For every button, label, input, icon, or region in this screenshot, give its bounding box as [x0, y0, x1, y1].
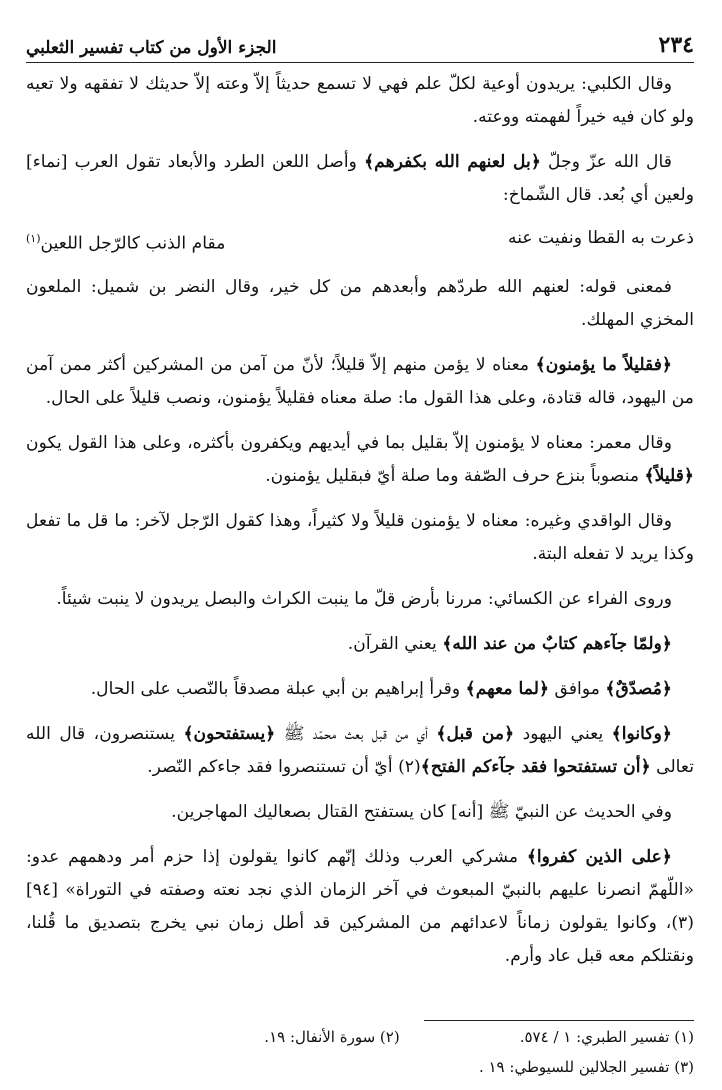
quran-quote: ﴿وكانوا﴾: [611, 723, 672, 744]
paragraph-text: وقال الواقدي وغيره: معناه لا يؤمنون قليلاً ولا كثيراً، وهذا كقول الرّجل لآخر: ما قل ما تفعل وكذا يريد لا تفعله البتة.: [26, 510, 694, 564]
page-number: ٢٣٤: [658, 32, 694, 58]
quran-quote: ﴿من قبل﴾: [436, 723, 515, 744]
paragraph-8: [26, 628, 694, 661]
paragraph-3: [26, 271, 694, 337]
paragraph-text: يعني اليهود: [514, 723, 612, 744]
page-header: [26, 20, 694, 63]
main-text: [26, 68, 694, 985]
paragraph-10: [26, 718, 694, 784]
paragraph-6: [26, 505, 694, 571]
paragraph-2: [26, 146, 694, 212]
verse-hemistich-2: [26, 222, 225, 261]
paragraph-11: [26, 796, 694, 829]
footnote-ref: (١): [26, 232, 41, 245]
footnote-2: (٢) سورة الأنفال: ١٩.: [264, 1028, 400, 1046]
quran-quote: ﴿قليلاً﴾: [644, 465, 694, 486]
paragraph-7: [26, 583, 694, 616]
paragraph-text: أي من قبل بعث محمّد ﷺ: [275, 723, 437, 744]
footnote-1: (١) تفسير الطبري: ١ / ٥٧٤.: [519, 1028, 694, 1046]
paragraph-text: وقرأ إبراهيم بن أبي عبلة مصدقاً بالنّصب على الحال.: [90, 678, 466, 699]
paragraph-1: [26, 68, 694, 134]
paragraph-text: موافق: [549, 678, 606, 699]
paragraph-12: [26, 841, 694, 973]
quran-quote: ﴿لما معهم﴾: [465, 678, 550, 699]
quran-quote: ﴿يستفتحون﴾: [183, 723, 276, 744]
footnote-row: [26, 1022, 694, 1052]
paragraph-text: وقال الكلبي: يريدون أوعية لكلّ علم فهي لا تسمع حديثاً إلاّ وعته إلاّ حديثك لا تفقهه ولا تعيه ولو كان فيه خيراً لفهمته ووعته.: [26, 74, 694, 127]
paragraph-text: منصوباً بنزع حرف الصّفة وما صلة أيّ فبقليل يؤمنون.: [265, 465, 645, 486]
footnote-row: [26, 1052, 694, 1082]
paragraph-9: [26, 673, 694, 706]
quran-quote: ﴿أن تستفتحوا فقد جآءكم الفتح﴾: [420, 756, 651, 777]
paragraph-text: يستنصرون، قال الله تعالى: [26, 723, 694, 777]
poetry-verse: [26, 222, 694, 261]
verse-hemistich-1: ذعرت به القطا ونفيت عنه: [508, 228, 694, 248]
paragraph-text: (٢) أيّ أن تستنصروا فقد جاءكم النّصر.: [147, 756, 421, 777]
paragraph-text: فمعنى قوله: لعنهم الله طردّهم وأبعدهم من كل خير، وقال النضر بن شميل: الملعون المخزي المهلك.: [26, 276, 694, 330]
quran-quote: ﴿فقليلاً ما يؤمنون﴾: [535, 354, 672, 375]
quran-quote: ﴿مُصدّقٌ﴾: [605, 678, 672, 699]
paragraph-text: يعني القرآن.: [347, 633, 443, 654]
footnote-3: (٣) تفسير الجلالين للسيوطي: ١٩ .: [478, 1058, 694, 1076]
footnotes: [26, 1022, 694, 1082]
paragraph-text: وفي الحديث عن النبيّ ﷺ [أنه] كان يستفتح القتال بصعاليك المهاجرين.: [171, 801, 672, 822]
paragraph-text: معناه لا يؤمن منهم إلاّ قليلاً؛ لأنّ من آمن من المشركين أكثر ممن آمن من اليهود، قاله قتادة، وعلى هذا القول ما: صلة معناه فقليلاً يؤمنون، ونصب قليلاً على الحال.: [26, 354, 694, 408]
paragraph-text: وروى الفراء عن الكسائي: مررنا بأرض قلّ ما ينبت الكراث والبصل يريدون لا ينبت شيئاً.: [56, 588, 672, 609]
paragraph-5: [26, 427, 694, 493]
paragraph-4: [26, 349, 694, 415]
quran-quote: ﴿ولمّا جآءهم كتابٌ من عند الله﴾: [442, 633, 672, 654]
paragraph-text: قال الله عزّ وجلّ: [540, 152, 672, 172]
quran-quote: ﴿بل لعنهم الله بكفرهم﴾: [364, 152, 541, 172]
verse-text: مقام الذنب كالرّجل اللعين: [40, 233, 226, 254]
quran-quote: ﴿على الذين كفروا﴾: [526, 846, 672, 867]
paragraph-text: وأصل اللعن الطرد والأبعاد تقول العرب [نماء] ولعين أي بُعد. قال الشّماخ:: [26, 152, 694, 205]
running-title: الجزء الأول من كتاب تفسير الثعلبي: [26, 38, 277, 58]
paragraph-text: مشركي العرب وذلك إنّهم كانوا يقولون إذا حزم أمر ودهمهم عدو: «اللّهمّ انصرنا عليهم بالنبيّ المبعوث في آخر الزمان الذي نجد نعته وصفته في التوراة» [٩٤](٣)، وكانوا يقولون زماناً لاعدائهم من المشركين قد أطل زمان نبي يخرج بتصديق ما قُلنا، ونقتلكم معه قبل عاد وأرم.: [26, 846, 694, 966]
paragraph-text: وقال معمر: معناه لا يؤمنون إلاّ بقليل بما في أيديهم ويكفرون بأكثره، وعلى هذا القول يكون: [26, 432, 672, 453]
footnote-divider: [424, 1020, 694, 1021]
